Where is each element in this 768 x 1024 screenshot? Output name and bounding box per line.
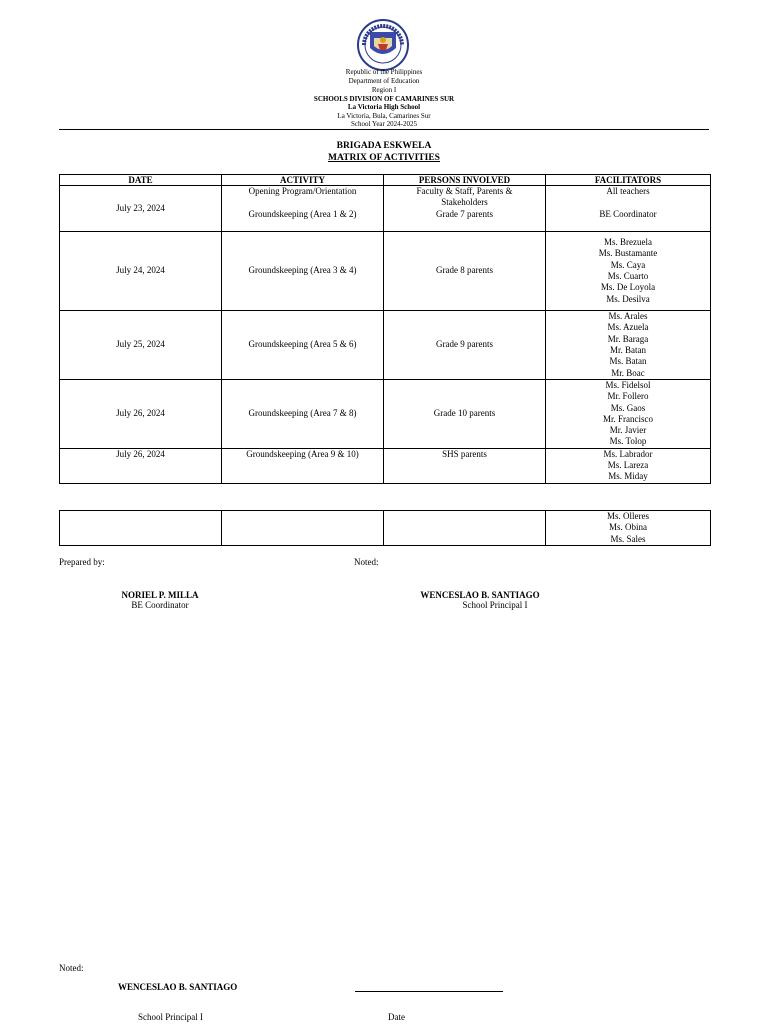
empty-cell xyxy=(222,511,384,546)
activity-text: Groundskeeping (Area 7 & 8) xyxy=(248,408,357,419)
facilitators-cell xyxy=(546,186,711,232)
facilitator-name: Ms. Bustamante xyxy=(598,248,658,259)
facilitator-name: Mr. Javier xyxy=(609,425,647,436)
persons-text: SHS parents xyxy=(442,448,487,459)
activity-text: Groundskeeping (Area 9 & 10) xyxy=(246,448,359,459)
persons-cell xyxy=(384,380,546,449)
persons-cell xyxy=(384,311,546,380)
table-row xyxy=(60,380,711,449)
preparer-name: NORIEL P. MILLA xyxy=(121,590,199,600)
facilitator-name: Ms. Arales xyxy=(608,311,648,322)
facilitator-name: Ms. Azuela xyxy=(607,322,649,333)
letterhead-line: School Year 2024-2025 xyxy=(351,120,417,128)
table-row xyxy=(60,511,711,546)
prepared-by-label: Prepared by: xyxy=(59,557,105,567)
facilitator-name: Ms. Miday xyxy=(608,471,648,482)
persons-cell xyxy=(384,448,546,483)
date-text: July 23, 2024 xyxy=(116,202,165,213)
facilitators-cell xyxy=(546,511,711,546)
noted-label: Noted: xyxy=(354,557,379,567)
table-row xyxy=(60,232,711,311)
date-text: July 24, 2024 xyxy=(116,265,165,276)
footer-name: WENCESLAO B. SANTIAGO xyxy=(118,982,238,992)
facilitator-name: Ms. Cuarto xyxy=(607,271,649,281)
date-text: July 26, 2024 xyxy=(116,448,165,459)
document-subtitle: MATRIX OF ACTIVITIES xyxy=(328,153,440,163)
table-row xyxy=(60,448,711,483)
activity-text: Groundskeeping (Area 5 & 6) xyxy=(248,339,357,350)
facilitator-name: BE Coordinator xyxy=(599,208,657,219)
facilitator-name: Mr. Follero xyxy=(607,391,649,402)
activity-text: Opening Program/Orientation xyxy=(248,186,357,196)
facilitator-name: Mr. Boac xyxy=(611,367,645,378)
letterhead-line: La Victoria High School xyxy=(347,103,421,111)
date-cell xyxy=(60,311,222,380)
facilitator-name: Ms. Lareza xyxy=(607,460,649,471)
deped-seal-logo xyxy=(352,18,414,72)
table-row xyxy=(60,186,711,232)
preparer-block xyxy=(80,590,240,610)
letterhead-line: Republic of the Philippines xyxy=(345,68,423,76)
facilitators-cell xyxy=(546,311,711,380)
column-header-facilitators: FACILITATORS xyxy=(546,175,711,186)
date-text: July 25, 2024 xyxy=(116,339,165,350)
facilitator-name: Ms. Tolop xyxy=(609,436,647,447)
date-text: July 26, 2024 xyxy=(116,408,165,419)
facilitator-name: Ms. Batan xyxy=(609,356,647,367)
letterhead-line: SCHOOLS DIVISION OF CAMARINES SUR xyxy=(313,95,455,103)
facilitator-name: Mr. Baraga xyxy=(607,333,649,344)
empty-cell xyxy=(384,511,546,546)
facilitator-name: Ms. Gaos xyxy=(610,402,646,413)
noter-role: School Principal I xyxy=(462,600,528,610)
facilitator-name: Ms. Brezuela xyxy=(604,237,652,248)
activity-text: Groundskeeping (Area 3 & 4) xyxy=(248,265,357,276)
facilitator-name: Ms. Olleres xyxy=(607,511,649,521)
footer-date-label: Date xyxy=(388,1012,405,1022)
activity-cell xyxy=(222,311,384,380)
date-signature-line xyxy=(355,991,503,992)
date-cell xyxy=(60,186,222,232)
activity-cell xyxy=(222,448,384,483)
footer-noted-label: Noted: xyxy=(59,963,84,973)
table-header-row xyxy=(60,175,711,186)
persons-text: Faculty & Staff, Parents & xyxy=(416,186,513,196)
footer-role: School Principal I xyxy=(138,1012,203,1022)
continuation-table xyxy=(59,510,711,546)
column-header-date: DATE xyxy=(60,175,222,186)
facilitator-name: Mr. Francisco xyxy=(603,413,653,424)
letterhead-line: La Victoria, Bula, Camarines Sur xyxy=(337,112,431,120)
facilitator-name: Ms. Obina xyxy=(609,522,647,533)
activity-text: Groundskeeping (Area 1 & 2) xyxy=(248,208,357,219)
column-header-activity: ACTIVITY xyxy=(222,175,384,186)
facilitator-name: Ms. Sales xyxy=(610,533,646,544)
facilitator-name xyxy=(546,197,710,208)
date-cell xyxy=(60,448,222,483)
facilitator-name: Mr. Batan xyxy=(610,345,646,355)
persons-text: Grade 7 parents xyxy=(436,208,493,219)
persons-text: Grade 8 parents xyxy=(436,265,493,276)
document-title: BRIGADA ESKWELA xyxy=(336,141,432,151)
activity-cell xyxy=(222,232,384,311)
activity-cell xyxy=(222,186,384,232)
facilitator-name: Ms. Fidelsol xyxy=(605,380,651,390)
date-cell xyxy=(60,380,222,449)
facilitator-name: All teachers xyxy=(606,186,650,196)
activity-cell xyxy=(222,380,384,449)
noter-name: WENCESLAO B. SANTIAGO xyxy=(420,590,540,600)
persons-text: Grade 9 parents xyxy=(436,339,493,350)
column-header-persons: PERSONS INVOLVED xyxy=(384,175,546,186)
activities-matrix-table xyxy=(59,174,711,484)
facilitator-name: Ms. De Loyola xyxy=(600,282,656,293)
letterhead-line: Department of Education xyxy=(348,77,420,85)
facilitator-name: Ms. Desilva xyxy=(606,293,650,304)
persons-text: Grade 10 parents xyxy=(433,408,496,419)
preparer-role: BE Coordinator xyxy=(131,600,189,610)
persons-cell xyxy=(384,232,546,311)
activity-text xyxy=(222,197,383,208)
facilitator-name: Ms. Labrador xyxy=(603,448,653,459)
table-row xyxy=(60,311,711,380)
empty-cell xyxy=(60,511,222,546)
facilitators-cell xyxy=(546,380,711,449)
facilitators-cell xyxy=(546,448,711,483)
facilitator-name: Ms. Caya xyxy=(610,259,646,270)
persons-cell xyxy=(384,186,546,232)
noter-block xyxy=(400,590,560,610)
header-divider xyxy=(59,129,709,130)
date-cell xyxy=(60,232,222,311)
facilitators-cell xyxy=(546,232,711,311)
letterhead-line: Region I xyxy=(371,86,397,94)
persons-text: Stakeholders xyxy=(441,197,488,208)
